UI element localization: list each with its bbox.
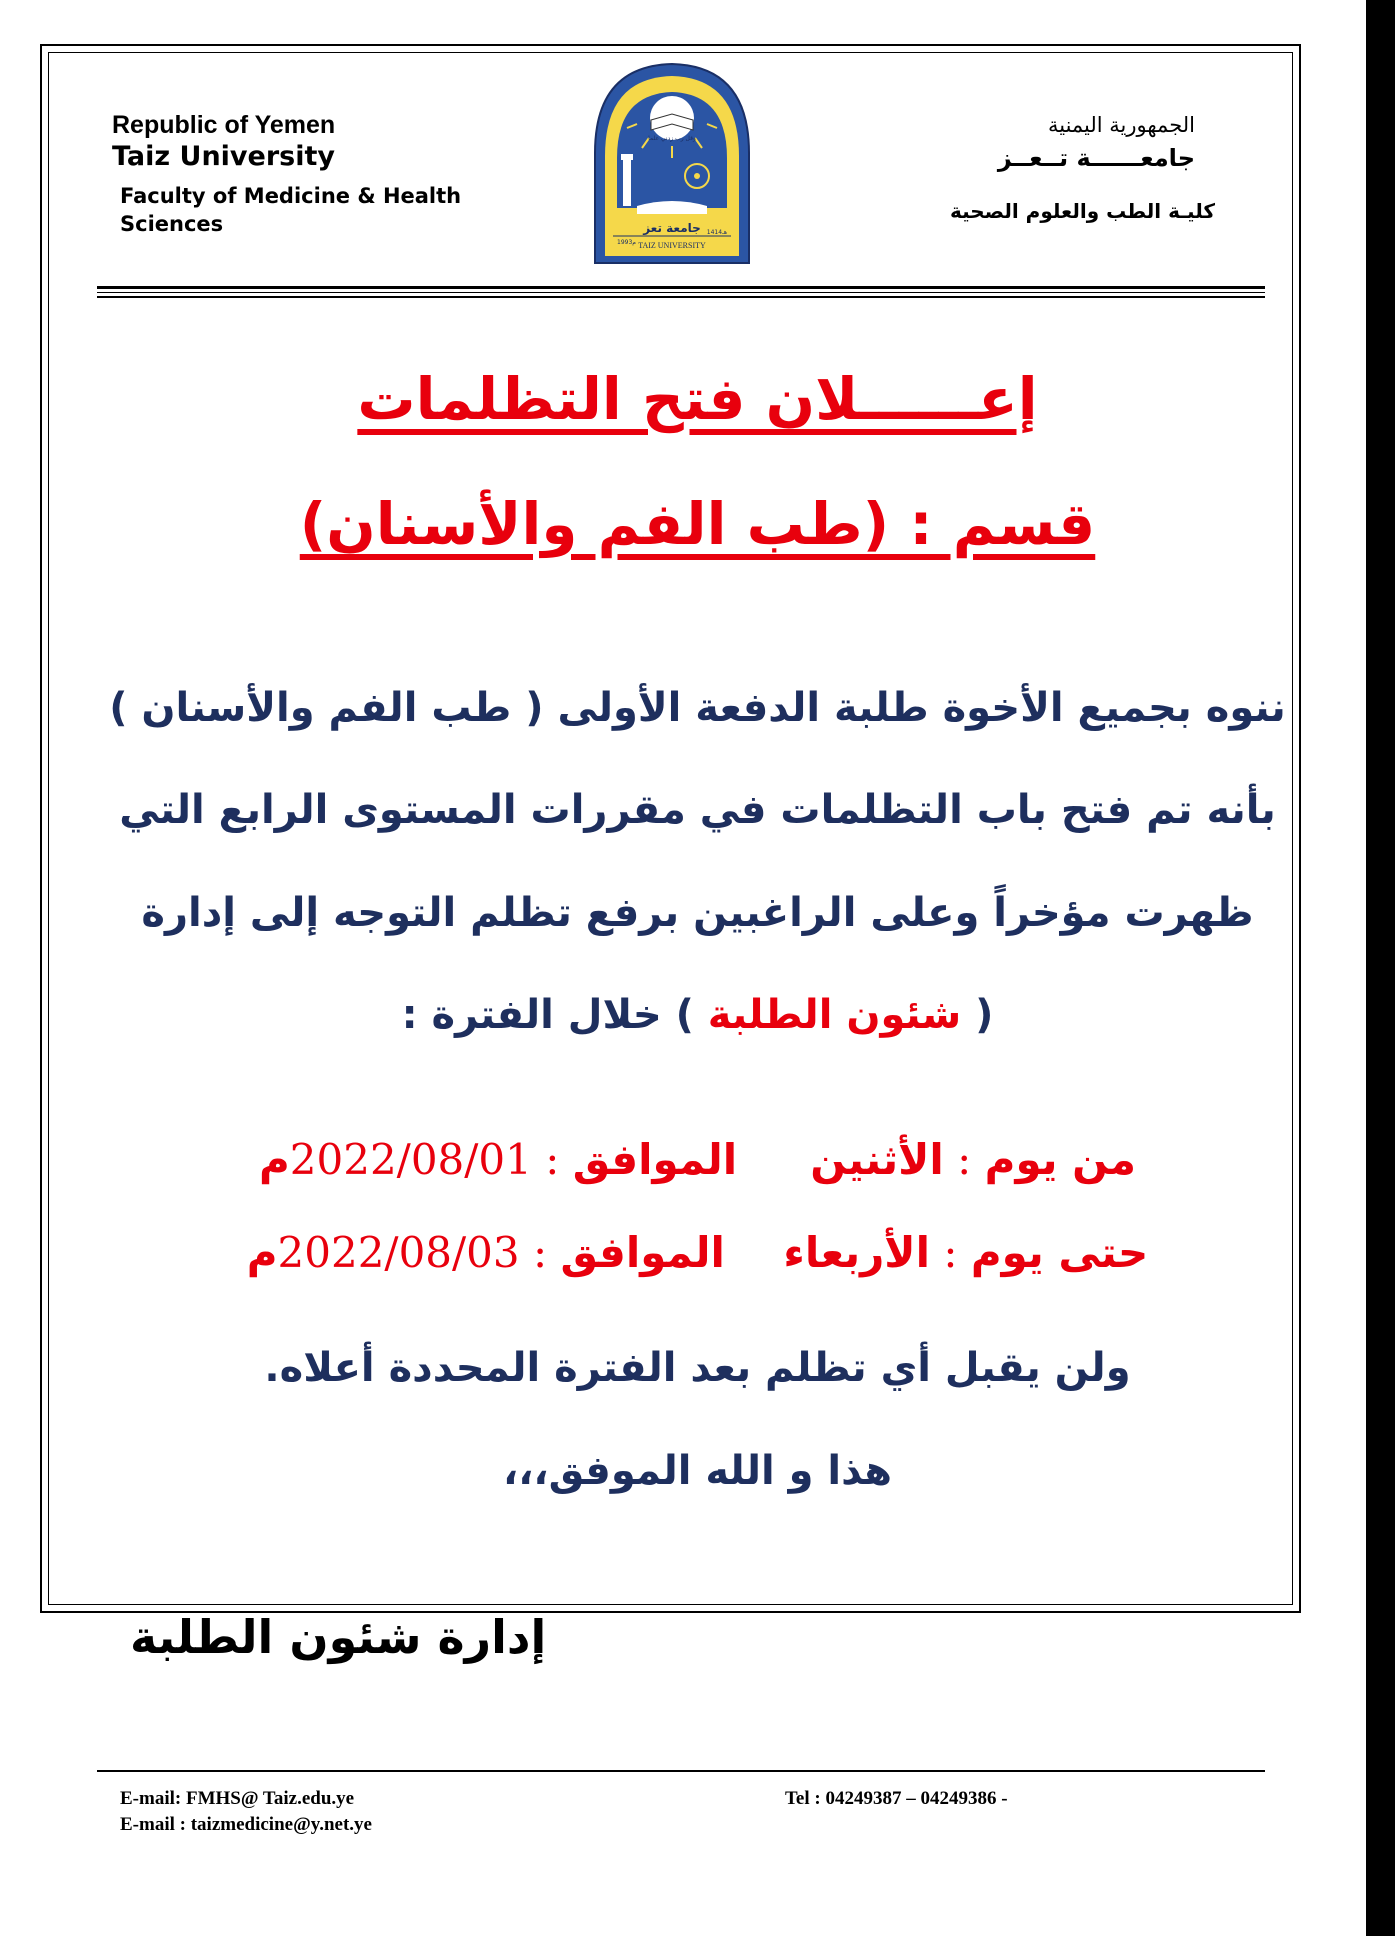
date-to-row [0,1228,1395,1277]
logo-year-h: 1414هـ [706,229,727,236]
footer-email-1: E-mail: FMHS@ Taiz.edu.ye [120,1788,355,1809]
title-line2: قسم : (طب الفم والأسنان) [299,490,1096,558]
closing-line-1: ولن يقبل أي تظلم بعد الفترة المحددة أعلاه. [264,1345,1131,1391]
header-university-en: Taiz University [112,141,335,172]
header-english [112,110,500,238]
to-day: الأربعاء [783,1228,930,1277]
footer-email-2: E-mail : taizmedicine@y.net.ye [120,1814,372,1835]
to-date: 2022/08/03 [277,1228,520,1277]
university-logo [587,58,757,268]
to-match: الموافق [560,1228,725,1277]
signature: إدارة شئون الطلبة [130,1610,547,1664]
body-line-4 [0,992,1395,1038]
header-rule-bottom [97,296,1265,298]
from-suffix: م [259,1135,290,1184]
header-faculty-en: Faculty of Medicine & Health Sciences [120,184,462,236]
title-line1: إعــــــلان فتح التظلمات [357,365,1038,433]
announcement-title [0,365,1395,433]
footer-rule [97,1770,1265,1772]
body-line-2: بأنه تم فتح باب التظلمات في مقررات المستوى الرابع التي [119,787,1276,833]
to-suffix: م [246,1228,278,1277]
header-university-ar: جامعــــــة تــعــز [997,144,1195,172]
to-sep2: : [519,1228,561,1277]
logo-year-g: 1993م [617,239,636,246]
header-country-ar: الجمهورية اليمنية [1047,113,1195,137]
footer-tel: Tel : 04249387 – 04249386 - [785,1788,1008,1809]
date-from-row [0,1135,1395,1184]
body-line-1: ننوه بجميع الأخوة طلبة الدفعة الأولى ( طب الفم والأسنان ) [109,685,1286,731]
header-rule-mid [97,292,1265,293]
scan-edge [1366,0,1395,1936]
from-match: الموافق [572,1135,738,1184]
logo-en-name: TAIZ UNIVERSITY [638,241,706,250]
header-faculty-ar: كليـة الطب والعلوم الصحية [949,199,1215,223]
paren-open: ( [961,992,994,1038]
closing-line-2: هذا و الله الموفق،،، [503,1448,892,1494]
student-affairs-highlight: شئون الطلبة [707,992,962,1038]
logo-ar-name: جامعة تعز [643,221,701,235]
to-label: حتى يوم [970,1228,1149,1277]
from-day: الأثنين [810,1135,944,1184]
from-date: 2022/08/01 [289,1135,532,1184]
from-label: من يوم [984,1135,1136,1184]
logo-motto: وقل رب زدني علما [648,135,696,142]
to-sep1: : [929,1228,971,1277]
header-rule-top [97,286,1265,289]
period-label: ) خلال الفترة : [401,992,708,1038]
from-sep1: : [943,1135,985,1184]
from-sep2: : [531,1135,573,1184]
header-arabic [949,110,1215,226]
department-title [0,490,1395,558]
header-country-en: Republic of Yemen [112,111,336,139]
body-line-3: ظهرت مؤخراً وعلى الراغبين برفع تظلم التوجه إلى إدارة [141,890,1254,936]
